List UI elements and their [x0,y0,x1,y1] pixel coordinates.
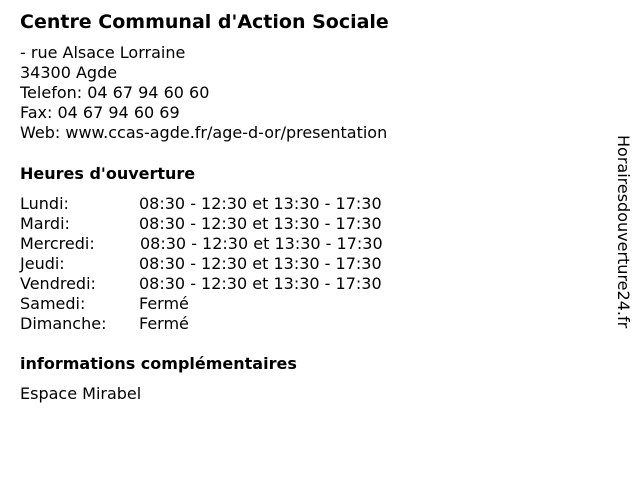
day-label: Lundi: [20,194,69,213]
street-address: - rue Alsace Lorraine [20,43,186,62]
phone-number: Telefon: 04 67 94 60 60 [20,83,210,102]
hours-row-vendredi [20,274,460,294]
time-value: 08:30 - 12:30 et 13:30 - 17:30 [140,234,383,253]
hours-row-jeudi [20,254,460,274]
fax-number: Fax: 04 67 94 60 69 [20,103,180,122]
hours-row-samedi [20,294,460,314]
day-label: Samedi: [20,294,86,313]
day-label: Jeudi: [20,254,65,273]
address-block [20,43,387,143]
hours-row-mardi [20,214,460,234]
time-value: Fermé [139,294,189,313]
day-label: Mercredi: [20,234,95,253]
opening-hours-list [20,194,460,334]
info-text: Espace Mirabel [20,384,142,403]
site-watermark: Horairesdouverture24.fr [614,135,633,329]
city: 34300 Agde [20,63,118,82]
info-heading: informations complémentaires [20,354,297,373]
time-value: 08:30 - 12:30 et 13:30 - 17:30 [139,254,382,273]
hours-row-lundi [20,194,460,214]
time-value: 08:30 - 12:30 et 13:30 - 17:30 [139,274,382,293]
day-label: Vendredi: [20,274,96,293]
hours-row-dimanche [20,314,460,334]
time-value: 08:30 - 12:30 et 13:30 - 17:30 [139,214,382,233]
hours-row-mercredi [20,234,460,254]
page-title: Centre Communal d'Action Sociale [20,11,389,33]
website: Web: www.ccas-agde.fr/age-d-or/presentation [20,123,388,142]
time-value: Fermé [139,314,189,333]
day-label: Mardi: [20,214,70,233]
time-value: 08:30 - 12:30 et 13:30 - 17:30 [139,194,382,213]
hours-heading: Heures d'ouverture [20,164,196,183]
day-label: Dimanche: [20,314,107,333]
